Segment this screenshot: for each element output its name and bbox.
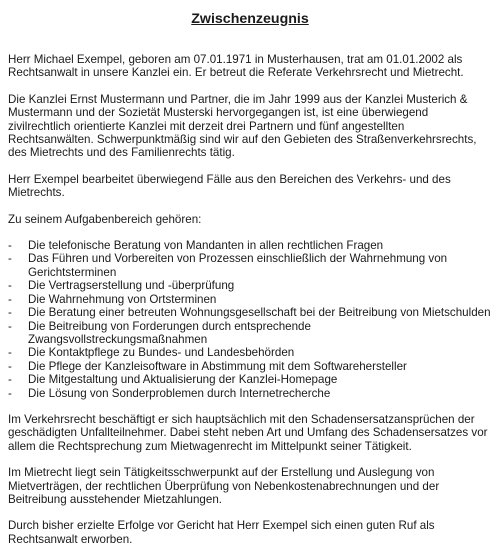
task-text: Die Lösung von Sonderproblemen durch Internetrecherche [28, 386, 331, 400]
task-list-item [8, 252, 492, 279]
list-bullet: - [8, 386, 12, 400]
task-list-item [8, 346, 492, 359]
list-bullet: - [8, 373, 12, 387]
task-text: Die Kontaktpflege zu Bundes- und Landesbehörden [28, 346, 295, 360]
task-list-item [8, 306, 492, 319]
task-text: Die Mitgestaltung und Aktualisierung der Kanzlei-Homepage [28, 373, 338, 387]
task-text: Die Vertragserstellung und -überprüfung [28, 279, 235, 293]
document-title: Zwischenzeugnis [191, 11, 309, 27]
task-text: Die Beratung einer betreuten Wohnungsgesellschaft bei der Beitreibung von Mietschulden [28, 306, 491, 320]
task-list-item [8, 320, 492, 347]
list-bullet: - [8, 252, 12, 266]
task-list-item [8, 360, 492, 373]
list-bullet: - [8, 292, 12, 306]
task-text: Die Beitreibung von Forderungen durch entsprechende Zwangsvollstreckungsmaßnahmen [28, 319, 311, 346]
task-list-item [8, 293, 492, 306]
intro-paragraph: Herr Michael Exempel, geboren am 07.01.1971 in Musterhausen, trat am 01.01.2002 als Rechtsanwalt in unsere Kanzlei ein. Er betreut die Referate Verkehrsrecht und Mietrecht. [8, 53, 464, 80]
task-list-item [8, 239, 492, 252]
task-list-item [8, 387, 492, 400]
task-text: Die telefonische Beratung von Mandanten in allen rechtlichen Fragen [28, 239, 384, 253]
traffic-law-paragraph: Im Verkehrsrecht beschäftigt er sich hauptsächlich mit den Schadensersatzansprüchen der geschädigten Unfallteilnehmer. Dabei steht neben Art und Umfang des Schadensersatzes vor allem die Rechtsprechung zum Mietwagenrecht im Mittelpunkt seiner Tätigkeit. [8, 412, 488, 453]
task-list-item [8, 373, 492, 386]
task-text: Die Pflege der Kanzleisoftware in Abstimmung mit dem Softwarehersteller [28, 359, 407, 373]
task-text: Das Führen und Vorbereiten von Prozessen einschließlich der Wahrnehmung von Gerichtsterminen [28, 252, 448, 279]
tenancy-law-paragraph: Im Mietrecht liegt sein Tätigkeitsschwerpunkt auf der Erstellung und Auslegung von Mietverträgen, der rechtlichen Überprüfung von Nebenkostenabrechnungen und der Beitreibung ausstehender Mietzahlungen. [8, 466, 440, 506]
cases-paragraph: Herr Exempel bearbeitet überwiegend Fälle aus den Bereichen des Verkehrs- und des Mietrechts. [8, 172, 451, 200]
task-list [8, 239, 492, 400]
task-list-item [8, 279, 492, 292]
cut-off-paragraph: Durch bisher erzielte Erfolge vor Gericht hat Herr Exempel sich einen guten Ruf als Rechtsanwalt erworben. [8, 519, 435, 546]
task-text: Die Wahrnehmung von Ortsterminen [28, 292, 217, 306]
firm-paragraph: Die Kanzlei Ernst Mustermann und Partner, die im Jahr 1999 aus der Kanzlei Musterich & Mustermann und der Sozietät Musterski hervorgegangen ist, ist eine überwiegend zivilrechtlich orientierte Kanzlei mit derzeit drei Partnern und fünf angestellten Rechtsanwälten. Schwerpunktmäßig sind wir auf den Gebieten des Straßenverkehrsrechts, des Mietrechts und des Familienrechts tätig. [8, 92, 477, 160]
list-bullet: - [8, 239, 12, 253]
document-page [8, 0, 492, 546]
list-bullet: - [8, 306, 12, 320]
tasks-intro-paragraph: Zu seinem Aufgabenbereich gehören: [8, 212, 202, 226]
list-bullet: - [8, 346, 12, 360]
list-bullet: - [8, 279, 12, 293]
list-bullet: - [8, 359, 12, 373]
list-bullet: - [8, 319, 12, 333]
